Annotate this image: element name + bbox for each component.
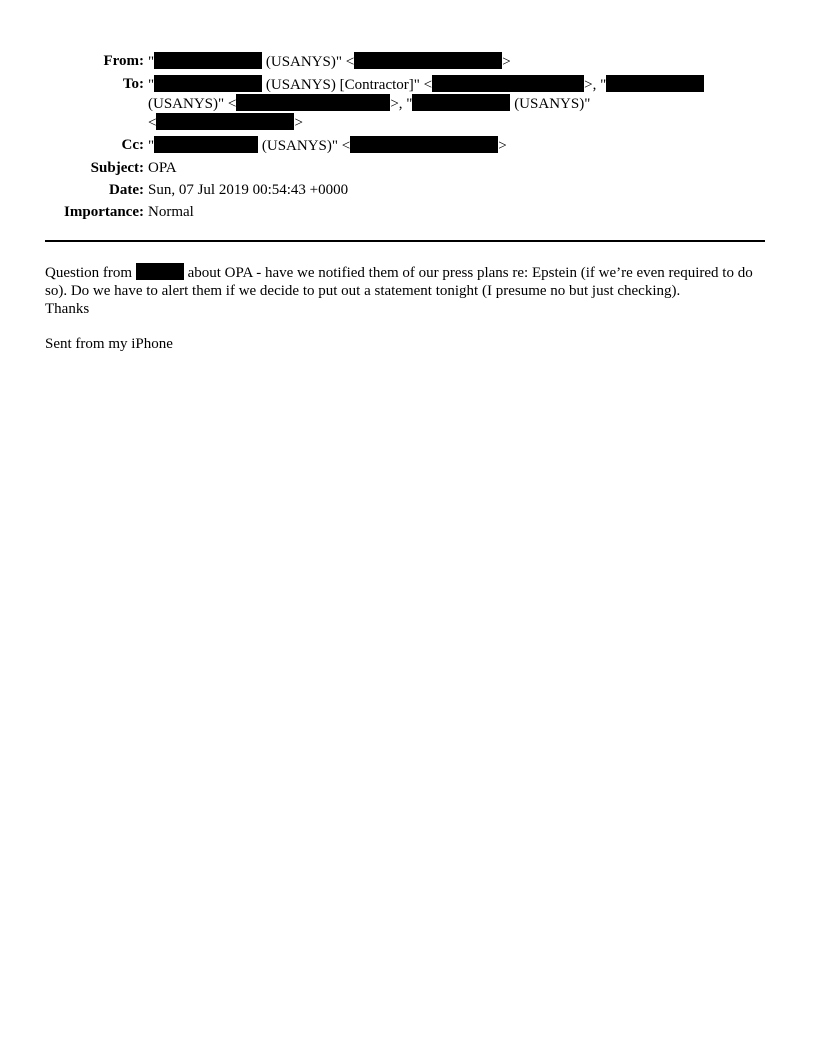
- subject-label: Subject:: [90, 160, 144, 176]
- message-body: [45, 263, 767, 318]
- body-text-start: Question from: [45, 265, 136, 281]
- to-row: [0, 75, 816, 132]
- cc-close: >: [498, 138, 507, 154]
- redaction-box: [154, 136, 258, 153]
- importance-value: Normal: [148, 204, 194, 220]
- body-text-rest: about OPA - have we notified them of our press plans re: Epstein (if we’re even required to do so). Do we have to alert them if we decide to put out a statement tonight (I presume no but just checking).: [45, 265, 753, 299]
- redaction-box: [412, 94, 510, 111]
- quote-mark: ": [148, 54, 155, 70]
- cc-value: [148, 136, 738, 155]
- signature: Sent from my iPhone: [45, 336, 173, 352]
- subject-value: OPA: [148, 160, 177, 176]
- redaction-box: [350, 136, 498, 153]
- email-header: [0, 52, 816, 225]
- redaction-box: [606, 75, 704, 92]
- importance-label: Importance:: [64, 204, 144, 220]
- redaction-box: [432, 75, 584, 92]
- subject-row: [0, 159, 816, 177]
- importance-row: [0, 203, 816, 221]
- from-label: From:: [103, 53, 144, 69]
- date-row: [0, 181, 816, 199]
- from-org: (USANYS)" <: [262, 54, 355, 70]
- quote-mark: ": [148, 138, 155, 154]
- to-close: >: [294, 115, 303, 131]
- redaction-box: [236, 94, 390, 111]
- redaction-box: [136, 263, 184, 280]
- redaction-box: [354, 52, 502, 69]
- date-value: Sun, 07 Jul 2019 00:54:43 +0000: [148, 182, 349, 198]
- to-org-2: (USANYS)" <: [148, 96, 237, 112]
- date-label: Date:: [109, 182, 144, 198]
- header-divider: [45, 240, 765, 242]
- cc-org: (USANYS)" <: [258, 138, 351, 154]
- to-label: To:: [122, 76, 144, 92]
- to-org-1: (USANYS) [Contractor]" <: [262, 77, 433, 93]
- body-thanks: Thanks: [45, 301, 90, 317]
- to-value: [148, 75, 738, 132]
- from-close: >: [502, 54, 511, 70]
- cc-label: Cc:: [121, 137, 144, 153]
- to-org-3: (USANYS)": [510, 96, 591, 112]
- from-value: [148, 52, 738, 71]
- to-separator-1: >, ": [584, 77, 607, 93]
- redaction-box: [156, 113, 294, 130]
- from-row: [0, 52, 816, 71]
- redaction-box: [154, 75, 262, 92]
- redaction-box: [154, 52, 262, 69]
- cc-row: [0, 136, 816, 155]
- to-separator-2: >, ": [390, 96, 413, 112]
- to-lt: <: [148, 115, 157, 131]
- quote-mark: ": [148, 77, 155, 93]
